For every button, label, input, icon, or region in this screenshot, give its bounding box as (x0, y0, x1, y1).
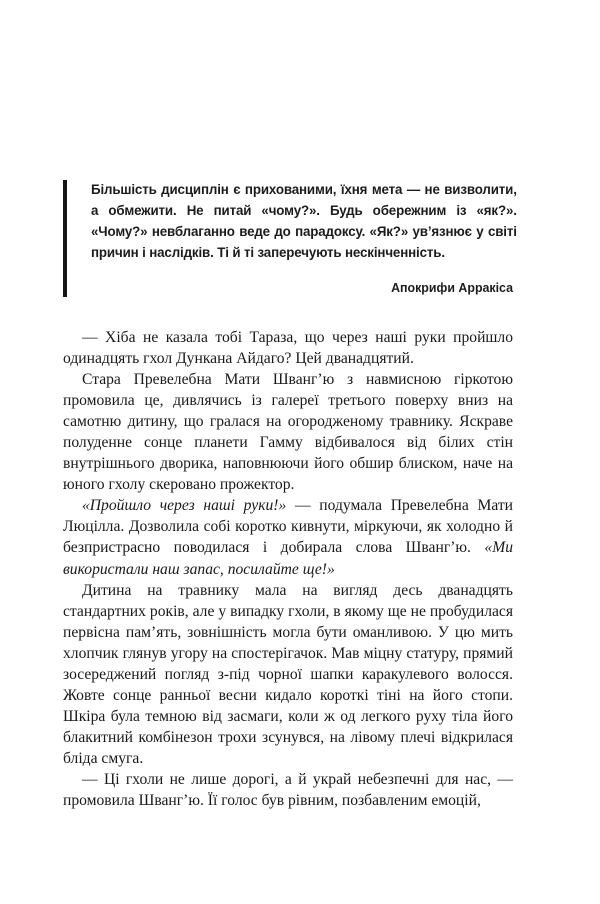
body-paragraph: Дитина на травнику мала на вигляд десь дванадцять стандартних років, але у випадку гхоли, в якому ще не пробудилася первісна пам’ять, зовнішність могла бути оманливою. У цю мить хлопчик глянув угору на спостерігачок. Мав міцну статуру, прямий зосереджений погляд з-під чорної шапки каракулевого волосся. Жовте сонце ранньої весни кидало короткі тіні на його стопи. Шкіра була темною від засмаги, коли ж од легкого руху тіла його блакитний комбінезон трохи зсунувся, на лівому плечі відкрилася бліда смуга. (63, 581, 513, 767)
epigraph-source: Апокрифи Арракіса (391, 280, 513, 295)
body-paragraph: «Пройшло через наші руки!» — подумала Превелебна Мати Люцілла. Дозволила собі коротко кивнути, міркуючи, як холодно й безпристрасно поводилася і добирала слова Шванг’ю. «Ми використали наш запас, посилайте ще!» (63, 497, 514, 578)
body-paragraph: Стара Превелебна Мати Шванг’ю з навмисною гіркотою промовила це, дивлячись із галереї третього поверху вниз на самотню дитину, що гралася на огородженому травнику. Яскраве полуденне сонце планети Гамму відбивалося від білих стін внутрішнього дворика, наповнюючи його обшир блиском, наче на юного гхолу скеровано прожектор. (63, 371, 513, 494)
body-paragraph: — Ці гхоли не лише дорогі, а й украй небезпечні для нас, — промовила Шванг’ю. Її голос був рівним, позбавленим емоцій, (63, 770, 513, 810)
italic-run: «Ми використали наш запас, посилайте ще!» (63, 539, 513, 578)
body-text (63, 327, 513, 811)
epigraph-block (63, 180, 517, 297)
epigraph-text: Більшість дисциплін є прихованими, їхня мета — не визволити, а обмежити. Не питай «чому?». Будь обережним із «як?». «Чому?» невблаганно веде до парадоксу. «Як?» ув’язнює у світі причин і наслідків. Ті й ті заперечують нескінченність. (91, 182, 517, 261)
italic-run: «Пройшло через наші руки!» (82, 497, 287, 515)
body-paragraph: — Хіба не казала тобі Тараза, що через наші руки пройшло одинадцять гхол Дункана Айдаго? Цей дванадцятий. (63, 329, 513, 368)
